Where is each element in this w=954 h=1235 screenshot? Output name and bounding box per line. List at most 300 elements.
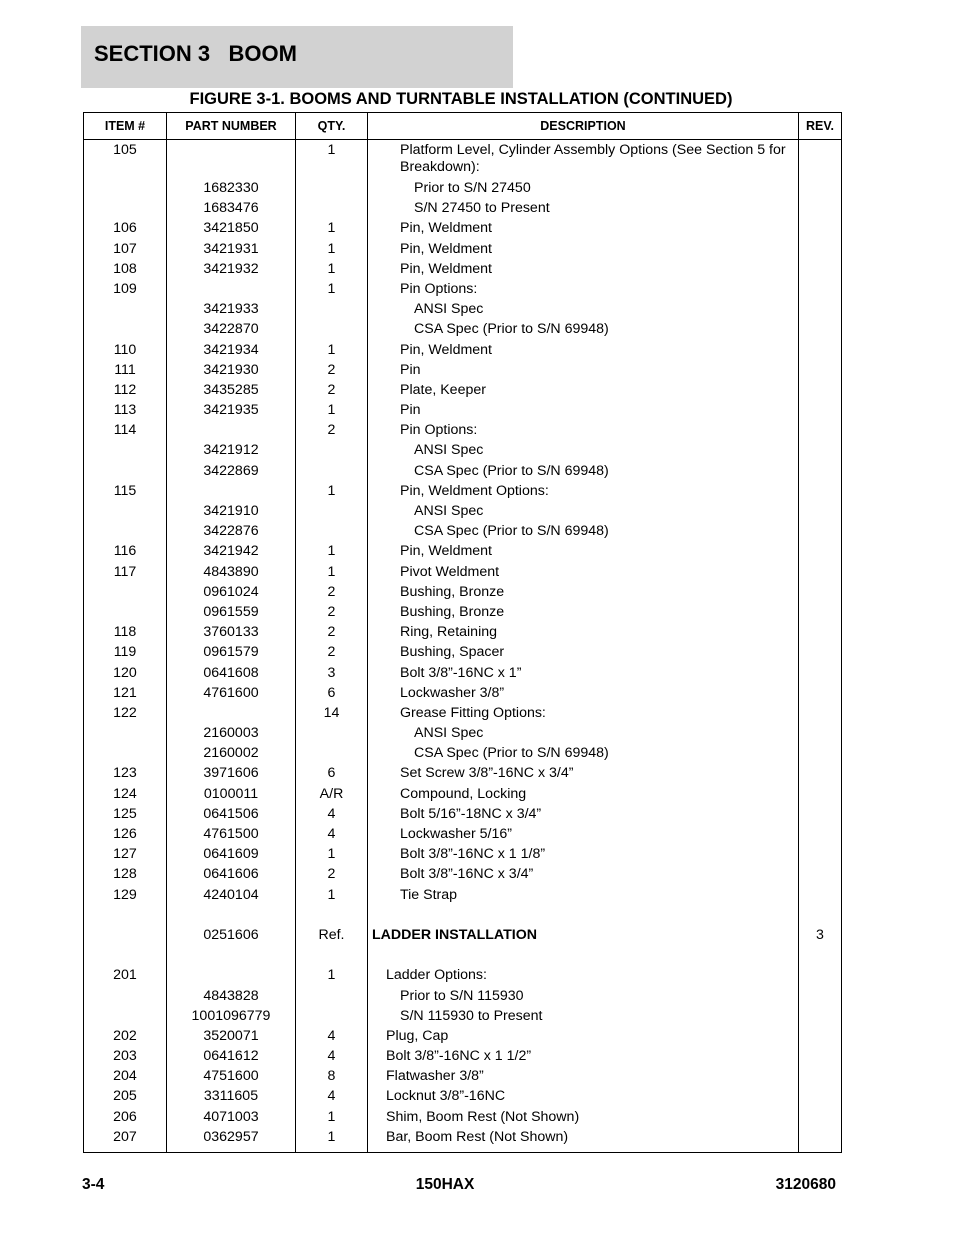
- cell-qty: 2: [296, 604, 368, 624]
- cell-description: CSA Spec (Prior to S/N 69948): [368, 745, 799, 765]
- cell-rev: [799, 200, 842, 220]
- cell-part-number: 3421850: [167, 220, 296, 240]
- cell-qty: 3: [296, 665, 368, 685]
- cell-description: Bolt 3/8”-16NC x 1”: [368, 665, 799, 685]
- cell-part-number: 3421935: [167, 402, 296, 422]
- cell-item: 125: [84, 806, 167, 826]
- cell-item: 203: [84, 1048, 167, 1068]
- cell-rev: [799, 866, 842, 886]
- cell-qty: 1: [296, 967, 368, 987]
- cell-item: [84, 947, 167, 967]
- cell-rev: [799, 483, 842, 503]
- cell-rev: [799, 584, 842, 604]
- cell-rev: [799, 1068, 842, 1088]
- cell-description: Pin Options:: [368, 422, 799, 442]
- cell-rev: [799, 301, 842, 321]
- cell-item: 204: [84, 1068, 167, 1088]
- cell-qty: [296, 745, 368, 765]
- cell-qty: 1: [296, 261, 368, 281]
- table-row: [84, 584, 842, 604]
- cell-qty: 2: [296, 644, 368, 664]
- cell-qty: [296, 301, 368, 321]
- cell-description: Bolt 3/8”-16NC x 3/4”: [368, 866, 799, 886]
- cell-rev: [799, 826, 842, 846]
- cell-rev: [799, 543, 842, 563]
- cell-rev: [799, 523, 842, 543]
- cell-item: 116: [84, 543, 167, 563]
- table-row: [84, 907, 842, 927]
- cell-qty: Ref.: [296, 927, 368, 947]
- cell-qty: 1: [296, 543, 368, 563]
- cell-item: [84, 321, 167, 341]
- cell-part-number: 4843890: [167, 564, 296, 584]
- cell-description: Compound, Locking: [368, 786, 799, 806]
- cell-part-number: 3422869: [167, 463, 296, 483]
- cell-part-number: 4843828: [167, 988, 296, 1008]
- cell-item: 112: [84, 382, 167, 402]
- cell-description: Plate, Keeper: [368, 382, 799, 402]
- cell-item: 119: [84, 644, 167, 664]
- cell-item: 207: [84, 1129, 167, 1153]
- table-row: [84, 1129, 842, 1153]
- cell-qty: 1: [296, 220, 368, 240]
- table-row: [84, 200, 842, 220]
- cell-rev: [799, 685, 842, 705]
- cell-part-number: 0641609: [167, 846, 296, 866]
- parts-table: [83, 112, 842, 1153]
- cell-description: Prior to S/N 27450: [368, 180, 799, 200]
- cell-item: 205: [84, 1088, 167, 1108]
- cell-part-number: 0961559: [167, 604, 296, 624]
- cell-part-number: [167, 967, 296, 987]
- cell-part-number: 0641608: [167, 665, 296, 685]
- table-row: [84, 382, 842, 402]
- cell-rev: [799, 463, 842, 483]
- cell-item: 107: [84, 241, 167, 261]
- cell-qty: [296, 503, 368, 523]
- cell-part-number: 0100011: [167, 786, 296, 806]
- parts-table-body: [84, 140, 842, 1153]
- table-row: [84, 220, 842, 240]
- cell-item: [84, 907, 167, 927]
- cell-qty: 2: [296, 362, 368, 382]
- cell-part-number: 4751600: [167, 1068, 296, 1088]
- cell-qty: 1: [296, 564, 368, 584]
- cell-rev: [799, 321, 842, 341]
- section-header-bar: [81, 26, 513, 88]
- cell-rev: [799, 947, 842, 967]
- cell-description: Pin, Weldment Options:: [368, 483, 799, 503]
- column-header-description: DESCRIPTION: [368, 113, 799, 140]
- cell-rev: [799, 422, 842, 442]
- cell-rev: [799, 564, 842, 584]
- cell-description: Prior to S/N 115930: [368, 988, 799, 1008]
- table-row: [84, 887, 842, 907]
- table-row: [84, 745, 842, 765]
- cell-part-number: 2160002: [167, 745, 296, 765]
- footer-doc-number: 3120680: [775, 1176, 836, 1193]
- table-row: [84, 725, 842, 745]
- table-row: [84, 846, 842, 866]
- cell-qty: 1: [296, 140, 368, 181]
- cell-item: 122: [84, 705, 167, 725]
- cell-rev: [799, 745, 842, 765]
- table-row: [84, 463, 842, 483]
- table-row: [84, 281, 842, 301]
- cell-qty: 8: [296, 1068, 368, 1088]
- table-row: [84, 543, 842, 563]
- cell-item: 105: [84, 140, 167, 181]
- table-row: [84, 685, 842, 705]
- cell-description: Bolt 3/8”-16NC x 1 1/2”: [368, 1048, 799, 1068]
- table-row: [84, 503, 842, 523]
- cell-qty: 4: [296, 806, 368, 826]
- cell-rev: [799, 988, 842, 1008]
- cell-qty: 1: [296, 1129, 368, 1153]
- cell-item: [84, 927, 167, 947]
- cell-description: Pin, Weldment: [368, 261, 799, 281]
- cell-rev: [799, 846, 842, 866]
- cell-description: ANSI Spec: [368, 503, 799, 523]
- cell-qty: 4: [296, 1048, 368, 1068]
- cell-part-number: 0641612: [167, 1048, 296, 1068]
- cell-rev: [799, 705, 842, 725]
- cell-item: [84, 503, 167, 523]
- cell-part-number: [167, 422, 296, 442]
- cell-rev: [799, 402, 842, 422]
- cell-rev: [799, 765, 842, 785]
- cell-item: 115: [84, 483, 167, 503]
- cell-part-number: 3971606: [167, 765, 296, 785]
- cell-part-number: 1001096779: [167, 1008, 296, 1028]
- cell-qty: [296, 725, 368, 745]
- cell-description: Pin, Weldment: [368, 241, 799, 261]
- cell-description: Set Screw 3/8”-16NC x 3/4”: [368, 765, 799, 785]
- cell-qty: [296, 1008, 368, 1028]
- cell-qty: 1: [296, 342, 368, 362]
- cell-description: Lockwasher 5/16”: [368, 826, 799, 846]
- cell-qty: 1: [296, 1109, 368, 1129]
- cell-qty: [296, 988, 368, 1008]
- cell-rev: [799, 382, 842, 402]
- cell-description: Flatwasher 3/8”: [368, 1068, 799, 1088]
- table-row: [84, 362, 842, 382]
- cell-rev: [799, 604, 842, 624]
- cell-description: Lockwasher 3/8”: [368, 685, 799, 705]
- cell-description: CSA Spec (Prior to S/N 69948): [368, 463, 799, 483]
- cell-item: [84, 200, 167, 220]
- table-row: [84, 806, 842, 826]
- cell-part-number: 3435285: [167, 382, 296, 402]
- column-header-qty: QTY.: [296, 113, 368, 140]
- cell-item: [84, 523, 167, 543]
- cell-description: [368, 907, 799, 927]
- cell-part-number: [167, 140, 296, 181]
- cell-qty: 1: [296, 402, 368, 422]
- cell-part-number: 3311605: [167, 1088, 296, 1108]
- cell-rev: [799, 503, 842, 523]
- cell-part-number: [167, 483, 296, 503]
- cell-description: CSA Spec (Prior to S/N 69948): [368, 523, 799, 543]
- column-header-part-number: PART NUMBER: [167, 113, 296, 140]
- cell-part-number: [167, 907, 296, 927]
- table-row: [84, 442, 842, 462]
- cell-qty: 1: [296, 887, 368, 907]
- table-header-row: [84, 113, 842, 140]
- cell-qty: 2: [296, 422, 368, 442]
- cell-rev: [799, 1008, 842, 1028]
- cell-item: [84, 180, 167, 200]
- cell-item: 202: [84, 1028, 167, 1048]
- table-row: [84, 523, 842, 543]
- cell-description: Pin Options:: [368, 281, 799, 301]
- table-row: [84, 140, 842, 181]
- cell-rev: [799, 140, 842, 181]
- cell-part-number: 3421942: [167, 543, 296, 563]
- cell-rev: [799, 342, 842, 362]
- cell-item: [84, 725, 167, 745]
- cell-qty: A/R: [296, 786, 368, 806]
- cell-item: 110: [84, 342, 167, 362]
- cell-rev: [799, 624, 842, 644]
- cell-description: CSA Spec (Prior to S/N 69948): [368, 321, 799, 341]
- cell-item: 114: [84, 422, 167, 442]
- table-row: [84, 483, 842, 503]
- cell-description: Bushing, Bronze: [368, 604, 799, 624]
- cell-description: Pin, Weldment: [368, 220, 799, 240]
- cell-item: [84, 442, 167, 462]
- table-row: [84, 705, 842, 725]
- cell-description: LADDER INSTALLATION: [368, 927, 799, 947]
- cell-qty: [296, 523, 368, 543]
- cell-description: Bolt 5/16”-18NC x 3/4”: [368, 806, 799, 826]
- cell-rev: [799, 887, 842, 907]
- cell-description: Bushing, Spacer: [368, 644, 799, 664]
- cell-qty: 4: [296, 1028, 368, 1048]
- cell-item: 111: [84, 362, 167, 382]
- cell-item: 126: [84, 826, 167, 846]
- cell-rev: [799, 362, 842, 382]
- cell-qty: 4: [296, 1088, 368, 1108]
- cell-qty: [296, 463, 368, 483]
- table-row: [84, 180, 842, 200]
- table-row: [84, 988, 842, 1008]
- cell-part-number: 0961579: [167, 644, 296, 664]
- cell-part-number: 3421912: [167, 442, 296, 462]
- cell-part-number: 0641506: [167, 806, 296, 826]
- cell-part-number: 3422870: [167, 321, 296, 341]
- cell-rev: [799, 644, 842, 664]
- cell-item: [84, 301, 167, 321]
- cell-item: 206: [84, 1109, 167, 1129]
- cell-part-number: 0362957: [167, 1129, 296, 1153]
- cell-rev: [799, 1048, 842, 1068]
- table-row: [84, 866, 842, 886]
- cell-item: [84, 604, 167, 624]
- table-row: [84, 967, 842, 987]
- table-row: [84, 624, 842, 644]
- cell-rev: [799, 241, 842, 261]
- cell-description: Pin: [368, 402, 799, 422]
- cell-item: 123: [84, 765, 167, 785]
- cell-rev: [799, 806, 842, 826]
- cell-rev: [799, 1028, 842, 1048]
- cell-description: Plug, Cap: [368, 1028, 799, 1048]
- cell-description: Pin: [368, 362, 799, 382]
- cell-qty: 1: [296, 483, 368, 503]
- cell-rev: [799, 725, 842, 745]
- table-row: [84, 927, 842, 947]
- cell-part-number: [167, 705, 296, 725]
- cell-rev: [799, 281, 842, 301]
- cell-rev: [799, 907, 842, 927]
- cell-description: Pin, Weldment: [368, 342, 799, 362]
- table-row: [84, 786, 842, 806]
- cell-description: Shim, Boom Rest (Not Shown): [368, 1109, 799, 1129]
- cell-qty: 6: [296, 685, 368, 705]
- cell-qty: 4: [296, 826, 368, 846]
- cell-rev: [799, 1129, 842, 1153]
- cell-qty: 2: [296, 584, 368, 604]
- cell-item: [84, 745, 167, 765]
- cell-description: S/N 115930 to Present: [368, 1008, 799, 1028]
- cell-qty: [296, 200, 368, 220]
- cell-qty: 6: [296, 765, 368, 785]
- cell-qty: 1: [296, 241, 368, 261]
- table-row: [84, 1109, 842, 1129]
- cell-description: Bar, Boom Rest (Not Shown): [368, 1129, 799, 1153]
- cell-part-number: 0251606: [167, 927, 296, 947]
- cell-rev: 3: [799, 927, 842, 947]
- table-row: [84, 604, 842, 624]
- cell-description: Ladder Options:: [368, 967, 799, 987]
- cell-item: 124: [84, 786, 167, 806]
- cell-rev: [799, 442, 842, 462]
- cell-part-number: 0641606: [167, 866, 296, 886]
- table-row: [84, 564, 842, 584]
- cell-item: 129: [84, 887, 167, 907]
- table-row: [84, 826, 842, 846]
- table-row: [84, 1068, 842, 1088]
- table-row: [84, 402, 842, 422]
- cell-qty: 1: [296, 281, 368, 301]
- cell-qty: 1: [296, 846, 368, 866]
- cell-qty: 2: [296, 624, 368, 644]
- cell-item: 117: [84, 564, 167, 584]
- cell-description: S/N 27450 to Present: [368, 200, 799, 220]
- cell-part-number: 3760133: [167, 624, 296, 644]
- section-title: SECTION 3 BOOM: [94, 41, 297, 66]
- cell-item: 127: [84, 846, 167, 866]
- cell-qty: [296, 947, 368, 967]
- cell-description: ANSI Spec: [368, 301, 799, 321]
- table-row: [84, 301, 842, 321]
- cell-description: Bolt 3/8”-16NC x 1 1/8”: [368, 846, 799, 866]
- cell-part-number: 1683476: [167, 200, 296, 220]
- column-header-item: ITEM #: [84, 113, 167, 140]
- cell-part-number: 0961024: [167, 584, 296, 604]
- cell-part-number: 3421932: [167, 261, 296, 281]
- cell-part-number: [167, 281, 296, 301]
- cell-rev: [799, 261, 842, 281]
- cell-item: 201: [84, 967, 167, 987]
- cell-item: 121: [84, 685, 167, 705]
- cell-description: Locknut 3/8”-16NC: [368, 1088, 799, 1108]
- table-row: [84, 342, 842, 362]
- table-row: [84, 422, 842, 442]
- table-row: [84, 241, 842, 261]
- cell-rev: [799, 967, 842, 987]
- cell-part-number: 3422876: [167, 523, 296, 543]
- cell-part-number: 3421930: [167, 362, 296, 382]
- cell-qty: [296, 180, 368, 200]
- cell-description: Pin, Weldment: [368, 543, 799, 563]
- cell-rev: [799, 786, 842, 806]
- cell-rev: [799, 665, 842, 685]
- cell-item: [84, 988, 167, 1008]
- cell-qty: 2: [296, 866, 368, 886]
- cell-item: 120: [84, 665, 167, 685]
- table-row: [84, 947, 842, 967]
- cell-part-number: 3421933: [167, 301, 296, 321]
- cell-item: 109: [84, 281, 167, 301]
- cell-qty: [296, 907, 368, 927]
- cell-part-number: 3421934: [167, 342, 296, 362]
- cell-description: ANSI Spec: [368, 442, 799, 462]
- cell-part-number: 3421931: [167, 241, 296, 261]
- table-row: [84, 1028, 842, 1048]
- cell-part-number: 4761600: [167, 685, 296, 705]
- footer-model: 150HAX: [415, 1176, 475, 1193]
- cell-item: [84, 463, 167, 483]
- table-row: [84, 1048, 842, 1068]
- table-row: [84, 765, 842, 785]
- cell-item: [84, 584, 167, 604]
- cell-item: 108: [84, 261, 167, 281]
- cell-rev: [799, 180, 842, 200]
- cell-qty: [296, 442, 368, 462]
- cell-part-number: 4240104: [167, 887, 296, 907]
- cell-rev: [799, 1088, 842, 1108]
- cell-part-number: 4071003: [167, 1109, 296, 1129]
- table-row: [84, 261, 842, 281]
- cell-description: Tie Strap: [368, 887, 799, 907]
- column-header-rev: REV.: [799, 113, 842, 140]
- cell-item: 128: [84, 866, 167, 886]
- table-row: [84, 1088, 842, 1108]
- table-row: [84, 1008, 842, 1028]
- cell-qty: [296, 321, 368, 341]
- table-row: [84, 321, 842, 341]
- cell-description: Bushing, Bronze: [368, 584, 799, 604]
- cell-part-number: [167, 947, 296, 967]
- cell-part-number: 3421910: [167, 503, 296, 523]
- cell-description: Ring, Retaining: [368, 624, 799, 644]
- cell-rev: [799, 220, 842, 240]
- cell-description: Pivot Weldment: [368, 564, 799, 584]
- cell-qty: 14: [296, 705, 368, 725]
- cell-qty: 2: [296, 382, 368, 402]
- table-row: [84, 644, 842, 664]
- cell-item: 106: [84, 220, 167, 240]
- cell-description: Platform Level, Cylinder Assembly Options (See Section 5 for Breakdown):: [368, 140, 799, 181]
- cell-item: 113: [84, 402, 167, 422]
- cell-rev: [799, 1109, 842, 1129]
- cell-part-number: 3520071: [167, 1028, 296, 1048]
- cell-description: Grease Fitting Options:: [368, 705, 799, 725]
- cell-item: [84, 1008, 167, 1028]
- cell-description: ANSI Spec: [368, 725, 799, 745]
